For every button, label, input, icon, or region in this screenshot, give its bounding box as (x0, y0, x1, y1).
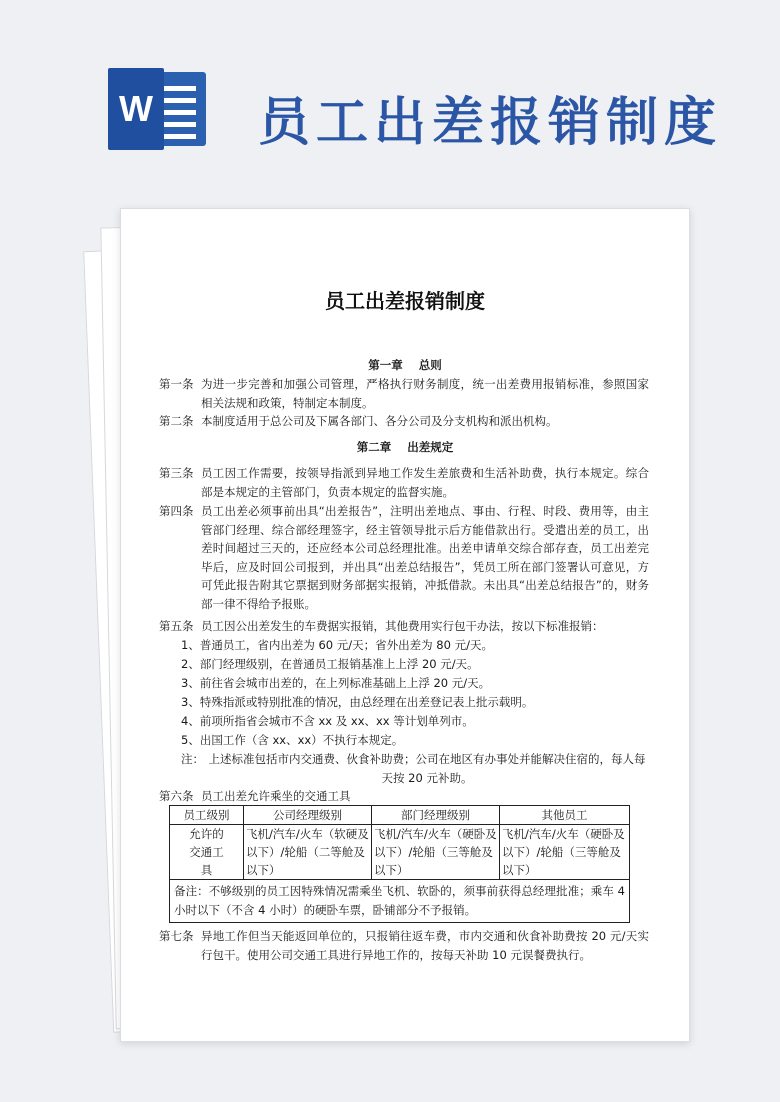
table-cell: 飞机/汽车/火车（软硬及以下）/轮船（二等舱及以下） (244, 825, 372, 880)
document-title: 员工出差报销制度 (325, 289, 485, 313)
table-header-cell: 员工级别 (170, 806, 244, 825)
article-number: 第七条 (159, 929, 194, 943)
article-number: 第一条 (159, 377, 194, 391)
article-5 (159, 617, 649, 636)
article-7 (159, 927, 649, 964)
logo-letter: W (108, 68, 164, 150)
article-3 (159, 464, 649, 501)
transport-table (169, 805, 630, 923)
chapter-name: 出差规定 (407, 440, 454, 454)
article-1 (159, 375, 649, 412)
article-6 (159, 787, 649, 806)
chapter-number: 第一章 (368, 358, 403, 372)
list-item: 2、部门经理级别，在普通员工报销基准上上浮 20 元/天。 (181, 657, 479, 671)
table-remark: 备注：不够级别的员工因特殊情况需乘坐飞机、软卧的，须事前获得总经理批准；乘车 4 小时以下（不含 4 小时）的硬卧车票，卧铺部分不予报销。 (170, 880, 630, 923)
note (181, 750, 651, 787)
note-label: 注： (181, 752, 204, 766)
article-number: 第六条 (159, 789, 194, 803)
table-header-cell: 其他员工 (500, 806, 630, 825)
chapter-1-heading (121, 357, 689, 373)
chapter-2-heading (121, 439, 689, 455)
article-number: 第四条 (159, 504, 194, 518)
note-text: 上述标准包括市内交通费、伙食补助费；公司在地区有办事处并能解决住宿的，每人每天按 20 元补助。 (208, 752, 646, 785)
article-number: 第三条 (159, 466, 194, 480)
chapter-number: 第二章 (356, 440, 392, 454)
table-cell: 飞机/汽车/火车（硬卧及以下）/轮船（三等舱及以下） (500, 825, 630, 880)
list-item: 5、出国工作（含 xx、xx）不执行本规定。 (181, 733, 404, 747)
table-cell: 飞机/汽车/火车（硬卧及以下）/轮船（三等舱及以下） (372, 825, 500, 880)
article-text: 员工因工作需要，按领导指派到异地工作发生差旅费和生活补助费，执行本规定。综合部是本规定的主管部门，负责本规定的监督实施。 (201, 466, 649, 499)
list-item: 3、前往省会城市出差的，在上列标准基础上上浮 20 元/天。 (181, 676, 491, 690)
article-text: 员工出差必须事前出具“出差报告”，注明出差地点、事由、行程、时段、费用等，由主管部门经理、综合部经理签字，经主管领导批示后方能借款出行。受遣出差的员工，出差时间超过三天的，还应经本公司总经理批准。出差申请单交综合部存查，员工出差完毕后，应及时回公司报到，并出具“出差总结报告”，凭员工所在部门签署认可意见，方可凭此报告附其它票据到财务部据实报销，冲抵借款。未出具“出差总结报告”的，财务部一律不得给予报账。 (201, 504, 649, 611)
list-item: 3、特殊指派或特别批准的情况，由总经理在出差登记表上批示载明。 (181, 695, 534, 709)
article-text: 员工因公出差发生的车费据实报销，其他费用实行包干办法，按以下标准报销： (201, 619, 604, 633)
table-row-label: 允许的交通工具 (170, 825, 244, 880)
list-item: 1、普通员工，省内出差为 60 元/天；省外出差为 80 元/天。 (181, 638, 493, 652)
article-text: 为进一步完善和加强公司管理，严格执行财务制度，统一出差费用报销标准，参照国家相关法规和政策，特制定本制度。 (201, 377, 649, 410)
article-number: 第五条 (159, 619, 194, 633)
word-logo-icon (108, 68, 208, 150)
article-text: 本制度适用于总公司及下属各部门、各分公司及分支机构和派出机构。 (201, 414, 558, 428)
document-page (120, 208, 690, 1042)
list-item: 4、前项所指省会城市不含 xx 及 xx、xx 等计划单列市。 (181, 714, 474, 728)
table-header-cell: 部门经理级别 (372, 806, 500, 825)
table-row (170, 825, 630, 880)
table-remark-row (170, 880, 630, 923)
article-2 (159, 412, 649, 431)
article-number: 第二条 (159, 414, 194, 428)
article-4 (159, 502, 649, 613)
chapter-name: 总则 (418, 358, 442, 372)
table-header-row (170, 806, 630, 825)
table-header-cell: 公司经理级别 (244, 806, 372, 825)
article-text: 异地工作但当天能返回单位的，只报销往返车费，市内交通和伙食补助费按 20 元/天实行包干。使用公司交通工具进行异地工作的，按每天补助 10 元误餐费执行。 (201, 929, 649, 962)
banner-title: 员工出差报销制度 (258, 93, 723, 153)
article-text: 员工出差允许乘坐的交通工具 (201, 789, 351, 803)
banner (0, 0, 780, 180)
